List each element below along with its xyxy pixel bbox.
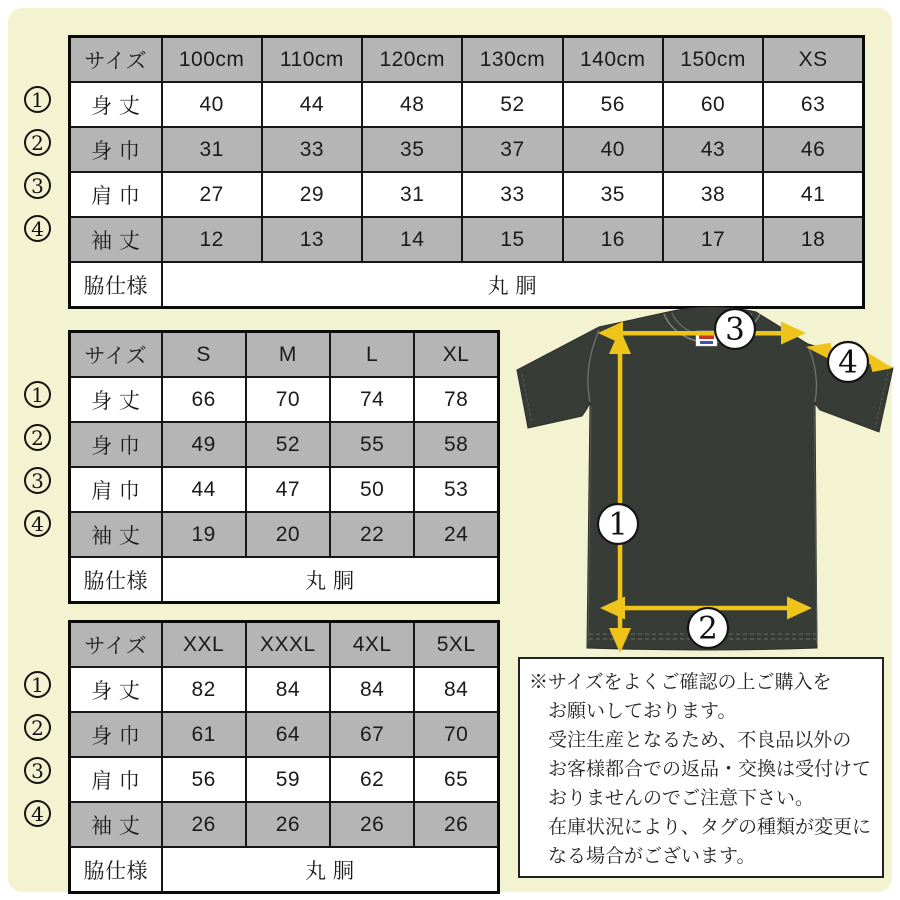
cell-value: 40: [563, 127, 663, 172]
column-header: L: [330, 332, 414, 378]
cell-value: 70: [414, 712, 498, 757]
column-header: 5XL: [414, 622, 498, 668]
column-header: サイズ: [70, 622, 162, 668]
row-label: 脇仕様: [70, 847, 162, 893]
marker-2: 2: [24, 424, 51, 451]
cell-value: 56: [563, 82, 663, 127]
table-footer-row: [70, 847, 499, 893]
cell-value: 63: [763, 82, 863, 127]
cell-value: 43: [663, 127, 763, 172]
row-label: 脇仕様: [70, 557, 162, 603]
cell-value: 13: [262, 217, 362, 262]
column-header: XS: [763, 37, 863, 83]
marker-2: 2: [24, 714, 51, 741]
column-header: XXXL: [246, 622, 330, 668]
size-table-adult: [68, 330, 500, 604]
table-header-row: [70, 622, 499, 668]
row-label: 身 巾: [70, 127, 162, 172]
column-header: M: [246, 332, 330, 378]
column-header: 120cm: [362, 37, 462, 83]
column-header: 110cm: [262, 37, 362, 83]
marker-3: 3: [24, 757, 51, 784]
note-line: 受注生産となるため、不良品以外の: [548, 730, 852, 751]
marker-3: [715, 309, 755, 349]
note-line: おりませんのでご注意下さい。: [548, 788, 815, 809]
cell-value: 50: [330, 467, 414, 512]
cell-value: 35: [563, 172, 663, 217]
marker-1: 1: [24, 671, 51, 698]
table-header-row: [70, 37, 864, 83]
footer-value: 丸 胴: [162, 847, 499, 893]
cell-value: 52: [462, 82, 562, 127]
note-line: ※サイズをよくご確認の上ご購入を: [529, 672, 832, 693]
cell-value: 38: [663, 172, 763, 217]
row-label: 脇仕様: [70, 262, 162, 308]
svg-text:2: 2: [698, 610, 718, 647]
marker-2: 2: [24, 129, 51, 156]
cell-value: 44: [262, 82, 362, 127]
cell-value: 26: [330, 802, 414, 847]
cell-value: 26: [162, 802, 246, 847]
cell-value: 84: [246, 667, 330, 712]
row-label: 身 丈: [70, 377, 162, 422]
cell-value: 19: [162, 512, 246, 557]
cell-value: 65: [414, 757, 498, 802]
column-header: 130cm: [462, 37, 562, 83]
note-line: お願いしております。: [548, 701, 737, 722]
cell-value: 70: [246, 377, 330, 422]
size-table-big: [68, 620, 500, 894]
table-row: [70, 712, 499, 757]
cell-value: 48: [362, 82, 462, 127]
row-label: 袖 丈: [70, 802, 162, 847]
cell-value: 35: [362, 127, 462, 172]
cell-value: 55: [330, 422, 414, 467]
cell-value: 56: [162, 757, 246, 802]
cell-value: 24: [414, 512, 498, 557]
cell-value: 20: [246, 512, 330, 557]
column-header: 140cm: [563, 37, 663, 83]
cell-value: 67: [330, 712, 414, 757]
row-label: 身 巾: [70, 712, 162, 757]
column-header: 100cm: [162, 37, 262, 83]
cell-value: 22: [330, 512, 414, 557]
column-header: 150cm: [663, 37, 763, 83]
note-line: なる場合がございます。: [548, 846, 756, 867]
footer-value: 丸 胴: [162, 262, 864, 308]
table-row: [70, 217, 864, 262]
cell-value: 62: [330, 757, 414, 802]
column-header: サイズ: [70, 37, 162, 83]
cell-value: 31: [162, 127, 262, 172]
column-header: S: [162, 332, 246, 378]
tshirt-diagram-svg: [505, 300, 900, 658]
row-label: 肩 巾: [70, 757, 162, 802]
column-header: XXL: [162, 622, 246, 668]
table-row: [70, 127, 864, 172]
cell-value: 37: [462, 127, 562, 172]
cell-value: 44: [162, 467, 246, 512]
note-line: 在庫状況により、タグの種類が変更に: [548, 817, 872, 838]
table-row: [70, 172, 864, 217]
cell-value: 15: [462, 217, 562, 262]
purchase-note-box: [518, 657, 884, 878]
column-header: 4XL: [330, 622, 414, 668]
marker-3: 3: [24, 467, 51, 494]
svg-text:3: 3: [725, 311, 745, 348]
table-row: [70, 667, 499, 712]
cell-value: 82: [162, 667, 246, 712]
size-table-kids: [68, 35, 865, 309]
svg-text:1: 1: [608, 506, 628, 543]
cell-value: 49: [162, 422, 246, 467]
marker-1: 1: [24, 86, 51, 113]
cell-value: 40: [162, 82, 262, 127]
cell-value: 27: [162, 172, 262, 217]
cell-value: 46: [763, 127, 863, 172]
svg-text:4: 4: [838, 344, 858, 381]
cell-value: 61: [162, 712, 246, 757]
cell-value: 33: [262, 127, 362, 172]
row-label: 身 巾: [70, 422, 162, 467]
table-header-row: [70, 332, 499, 378]
row-label: 肩 巾: [70, 467, 162, 512]
marker-4: [828, 342, 868, 382]
row-label: 身 丈: [70, 82, 162, 127]
marker-3: 3: [24, 172, 51, 199]
cell-value: 18: [763, 217, 863, 262]
cell-value: 16: [563, 217, 663, 262]
tshirt-measurement-diagram: [505, 300, 900, 658]
cell-value: 84: [330, 667, 414, 712]
column-header: サイズ: [70, 332, 162, 378]
cell-value: 14: [362, 217, 462, 262]
marker-2: [688, 608, 728, 648]
cell-value: 26: [246, 802, 330, 847]
row-label: 肩 巾: [70, 172, 162, 217]
footer-value: 丸 胴: [162, 557, 499, 603]
cell-value: 58: [414, 422, 498, 467]
cell-value: 17: [663, 217, 763, 262]
marker-1: 1: [24, 381, 51, 408]
cell-value: 33: [462, 172, 562, 217]
cell-value: 41: [763, 172, 863, 217]
column-header: XL: [414, 332, 498, 378]
cell-value: 47: [246, 467, 330, 512]
cell-value: 84: [414, 667, 498, 712]
cell-value: 31: [362, 172, 462, 217]
cell-value: 26: [414, 802, 498, 847]
marker-4: 4: [24, 215, 51, 242]
marker-4: 4: [24, 510, 51, 537]
row-label: 袖 丈: [70, 512, 162, 557]
table-row: [70, 82, 864, 127]
cell-value: 64: [246, 712, 330, 757]
note-line: お客様都合での返品・交換は受付けて: [548, 759, 872, 780]
table-row: [70, 422, 499, 467]
marker-1: [598, 504, 638, 544]
table-row: [70, 802, 499, 847]
row-label: 袖 丈: [70, 217, 162, 262]
cell-value: 60: [663, 82, 763, 127]
table-row: [70, 467, 499, 512]
cell-value: 29: [262, 172, 362, 217]
row-label: 身 丈: [70, 667, 162, 712]
table-row: [70, 512, 499, 557]
cell-value: 59: [246, 757, 330, 802]
cell-value: 53: [414, 467, 498, 512]
cell-value: 12: [162, 217, 262, 262]
cell-value: 78: [414, 377, 498, 422]
table-row: [70, 757, 499, 802]
table-row: [70, 377, 499, 422]
cell-value: 52: [246, 422, 330, 467]
cell-value: 74: [330, 377, 414, 422]
marker-4: 4: [24, 800, 51, 827]
cell-value: 66: [162, 377, 246, 422]
table-footer-row: [70, 557, 499, 603]
